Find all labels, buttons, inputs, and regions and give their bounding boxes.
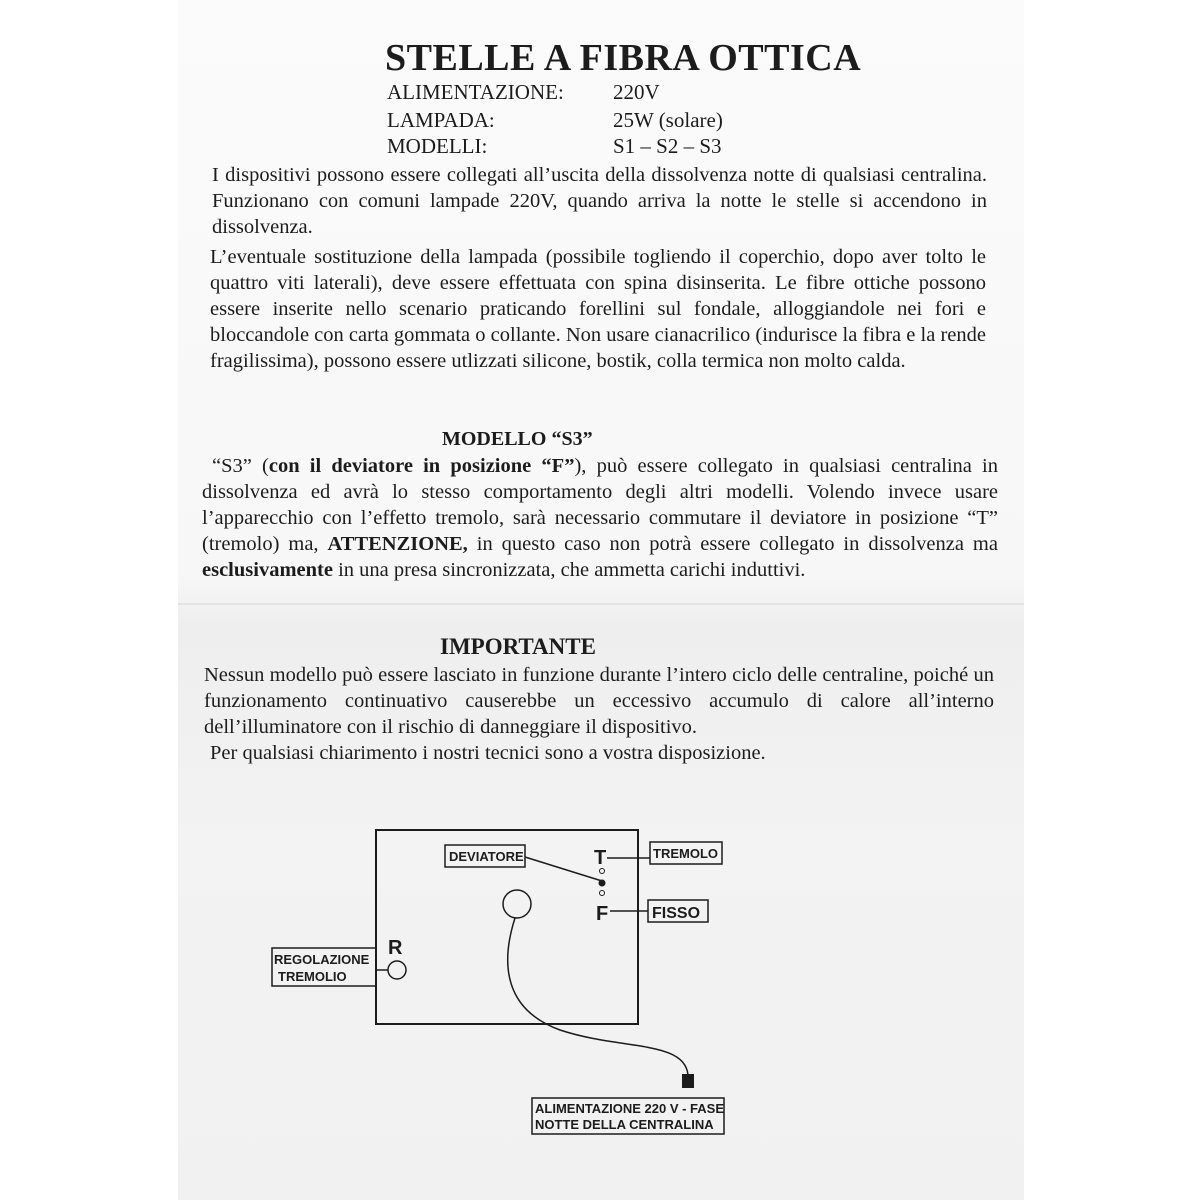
fisso-label: FISSO bbox=[652, 905, 701, 922]
s3-text-2: ), può essere collegato in qualsiasi centralina in dissolvenza ed avrà lo stesso comportamento degli altri modelli. Volendo invece usare l’apparecchio con l’effetto tremolo, sarà necessario commutare il deviatore in posizione “T” (tremolo) ma, bbox=[202, 455, 999, 555]
spec-key: LAMPADA: bbox=[387, 108, 495, 132]
switch-t-label: T bbox=[594, 847, 607, 869]
s3-paragraph bbox=[202, 453, 998, 583]
regolazione-label-line-1: REGOLAZIONE bbox=[274, 952, 370, 967]
alimentazione-label-line-2: NOTTE DELLA CENTRALINA bbox=[535, 1117, 714, 1132]
switch-contact-f bbox=[600, 891, 605, 896]
s3-text-4: in una presa sincronizzata, che ammetta carichi induttivi. bbox=[332, 559, 806, 581]
fiber-port-circle bbox=[503, 890, 531, 918]
knob-r-label: R bbox=[388, 937, 403, 959]
section-heading-s3: MODELLO “S3” bbox=[442, 428, 593, 450]
s3-bold-attenzione: ATTENZIONE, bbox=[327, 533, 468, 555]
spec-value: S1 – S2 – S3 bbox=[613, 134, 722, 158]
s3-text-1: “S3” ( bbox=[212, 455, 269, 477]
importante-paragraph-1: Nessun modello può essere lasciato in funzione durante l’intero ciclo delle centraline, poiché un funzionamento continuativo causerebbe un eccessivo accumulo di calore all’interno dell’illuminatore con il rischio di danneggiare il dispositivo. bbox=[204, 664, 994, 738]
wiring-diagram-svg bbox=[260, 820, 740, 1140]
intro-paragraph-2: L’eventuale sostituzione della lampada (possibile togliendo il coperchio, dopo aver tolto le quattro viti laterali), deve essere effettuata con spina disinserita. Le fibre ottiche possono essere inserite nello scenario praticando forellini sul fondale, alloggiandole nei fori e bloccandole con carta gommata o collante. Non usare cianacrilico (indurisce la fibra e la rende fragilissima), possono essere utlizzati silicone, bostik, colla termica non molto calda. bbox=[210, 246, 986, 372]
power-cable bbox=[508, 918, 688, 1075]
intro-paragraph-1: I dispositivi possono essere collegati all’uscita della dissolvenza notte di qualsiasi centralina. Funzionano con comuni lampade 220V, quando arriva la notte le stelle si accendono in dissolvenza. bbox=[212, 164, 987, 238]
tremolio-knob bbox=[388, 961, 406, 979]
alimentazione-label-line-1: ALIMENTAZIONE 220 V - FASE bbox=[535, 1101, 725, 1116]
switch-f-label: F bbox=[596, 903, 609, 925]
spec-key: ALIMENTAZIONE: bbox=[387, 80, 564, 104]
wiring-diagram bbox=[260, 820, 740, 1140]
paper-fold bbox=[178, 603, 1024, 605]
switch-lever bbox=[599, 880, 606, 887]
section-heading-importante: IMPORTANTE bbox=[440, 634, 596, 659]
power-plug bbox=[682, 1074, 694, 1088]
importante-paragraph-2: Per qualsiasi chiarimento i nostri tecnici sono a vostra disposizione. bbox=[210, 742, 766, 764]
switch-contact-t bbox=[600, 869, 605, 874]
spec-value: 25W (solare) bbox=[613, 108, 723, 132]
tremolo-label: TREMOLO bbox=[653, 846, 718, 861]
spec-value: 220V bbox=[613, 80, 660, 104]
deviatore-pointer bbox=[525, 857, 602, 881]
s3-bold-esclusivamente: esclusivamente bbox=[202, 559, 333, 581]
page-title: STELLE A FIBRA OTTICA bbox=[385, 37, 862, 79]
spec-key: MODELLI: bbox=[387, 134, 488, 158]
s3-bold-deviatore: con il deviatore in posizione “F” bbox=[268, 455, 575, 477]
regolazione-label-line-2: TREMOLIO bbox=[278, 969, 347, 984]
s3-text-3: in questo caso non potrà essere collegato in dissolvenza ma bbox=[467, 533, 998, 555]
deviatore-label: DEVIATORE bbox=[449, 849, 524, 864]
